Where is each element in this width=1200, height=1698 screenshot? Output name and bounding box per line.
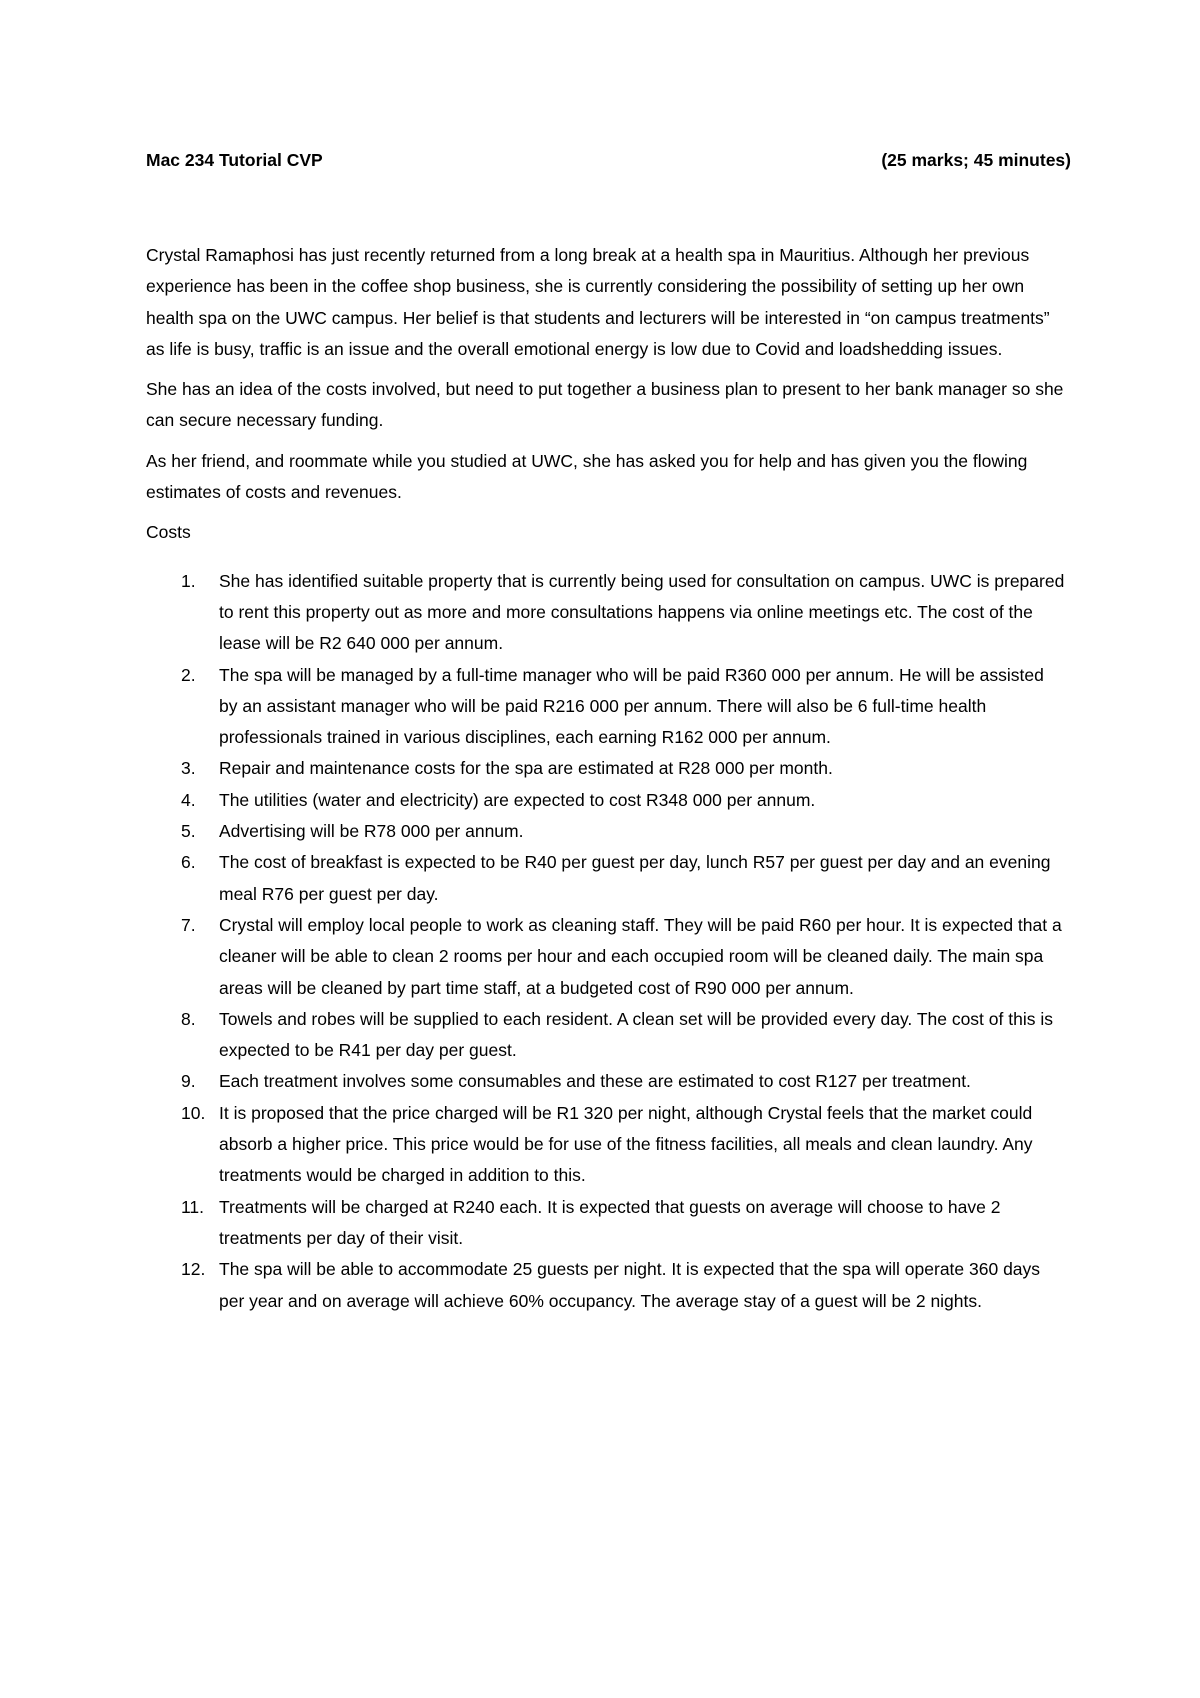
list-item-number: 2. — [181, 664, 196, 685]
list-item-text: Repair and maintenance costs for the spa are estimated at R28 000 per month. — [219, 758, 833, 779]
list-item — [146, 1004, 1066, 1067]
intro-paragraph: Crystal Ramaphosi has just recently returned from a long break at a health spa in Mauritius. Although her previous experience has been in the coffee shop business, she is currently considering the possibility of setting up her own health spa on the UWC campus. Her belief is that students and lecturers will be interested in “on campus treatments” as life is busy, traffic is an issue and the overall emotional energy is low due to Covid and loadshedding issues. — [146, 245, 1050, 359]
list-item — [146, 660, 1066, 754]
document-header — [146, 145, 1071, 176]
list-item — [146, 1254, 1066, 1317]
list-item-number: 12. — [181, 1259, 206, 1280]
list-item-number: 1. — [181, 570, 196, 591]
list-item-number: 10. — [181, 1102, 206, 1123]
list-item — [146, 566, 1066, 660]
list-item — [146, 910, 1066, 1004]
list-item — [146, 785, 1066, 816]
cost-list — [146, 566, 1066, 1317]
list-item-number: 5. — [181, 821, 196, 842]
list-item-text: The utilities (water and electricity) are expected to cost R348 000 per annum. — [219, 789, 816, 810]
costs-heading: Costs — [146, 522, 191, 543]
list-item-text: Advertising will be R78 000 per annum. — [219, 821, 524, 842]
list-item-text: Treatments will be charged at R240 each. It is expected that guests on average will choose to have 2 treatments per day of their visit. — [219, 1196, 1001, 1248]
list-item — [146, 847, 1066, 910]
request-paragraph: As her friend, and roommate while you studied at UWC, she has asked you for help and has given you the flowing estimates of costs and revenues. — [146, 450, 1028, 503]
list-item-number: 3. — [181, 758, 196, 779]
tutorial-title: Mac 234 Tutorial CVP — [146, 150, 323, 170]
list-item-text: The spa will be able to accommodate 25 guests per night. It is expected that the spa will operate 360 days per year and on average will achieve 60% occupancy. The average stay of a guest will be 2 nights. — [219, 1259, 1041, 1311]
list-item — [146, 753, 1066, 784]
list-item-number: 11. — [181, 1196, 205, 1217]
list-item-number: 4. — [181, 789, 196, 810]
list-item — [146, 1066, 1066, 1097]
list-item-text: Each treatment involves some consumables and these are estimated to cost R127 per treatment. — [219, 1071, 971, 1092]
list-item-number: 8. — [181, 1008, 196, 1029]
list-item-text: Crystal will employ local people to work as cleaning staff. They will be paid R60 per hour. It is expected that a cleaner will be able to clean 2 rooms per hour and each occupied room will be cleaned daily. The main spa areas will be cleaned by part time staff, at a budgeted cost of R90 000 per annum. — [219, 914, 1062, 998]
list-item — [146, 816, 1066, 847]
document-content — [146, 145, 1071, 1317]
list-item-number: 6. — [181, 852, 196, 873]
list-item-text: Towels and robes will be supplied to each resident. A clean set will be provided every day. The cost of this is expected to be R41 per day per guest. — [219, 1008, 1053, 1061]
list-item-text: The cost of breakfast is expected to be R40 per guest per day, lunch R57 per guest per day and an evening meal R76 per guest per day. — [219, 852, 1051, 904]
list-item-number: 7. — [181, 914, 196, 935]
list-item-text: She has identified suitable property that is currently being used for consultation on campus. UWC is prepared to rent this property out as more and more consultations happens via online meetings etc. The cost of the lease will be R2 640 000 per annum. — [219, 570, 1065, 654]
marks-and-time: (25 marks; 45 minutes) — [881, 150, 1071, 170]
list-item-text: It is proposed that the price charged will be R1 320 per night, although Crystal feels that the market could absorb a higher price. This price would be for use of the fitness facilities, all meals and clean laundry. Any treatments would be charged in addition to this. — [219, 1102, 1033, 1186]
list-item — [146, 1192, 1066, 1255]
list-item — [146, 1098, 1066, 1192]
list-item-number: 9. — [181, 1071, 196, 1092]
list-item-text: The spa will be managed by a full-time manager who will be paid R360 000 per annum. He will be assisted by an assistant manager who will be paid R216 000 per annum. There will also be 6 full-time health professionals trained in various disciplines, each earning R162 000 per annum. — [219, 664, 1044, 748]
funding-paragraph: She has an idea of the costs involved, but need to put together a business plan to present to her bank manager so she can secure necessary funding. — [146, 379, 1064, 431]
